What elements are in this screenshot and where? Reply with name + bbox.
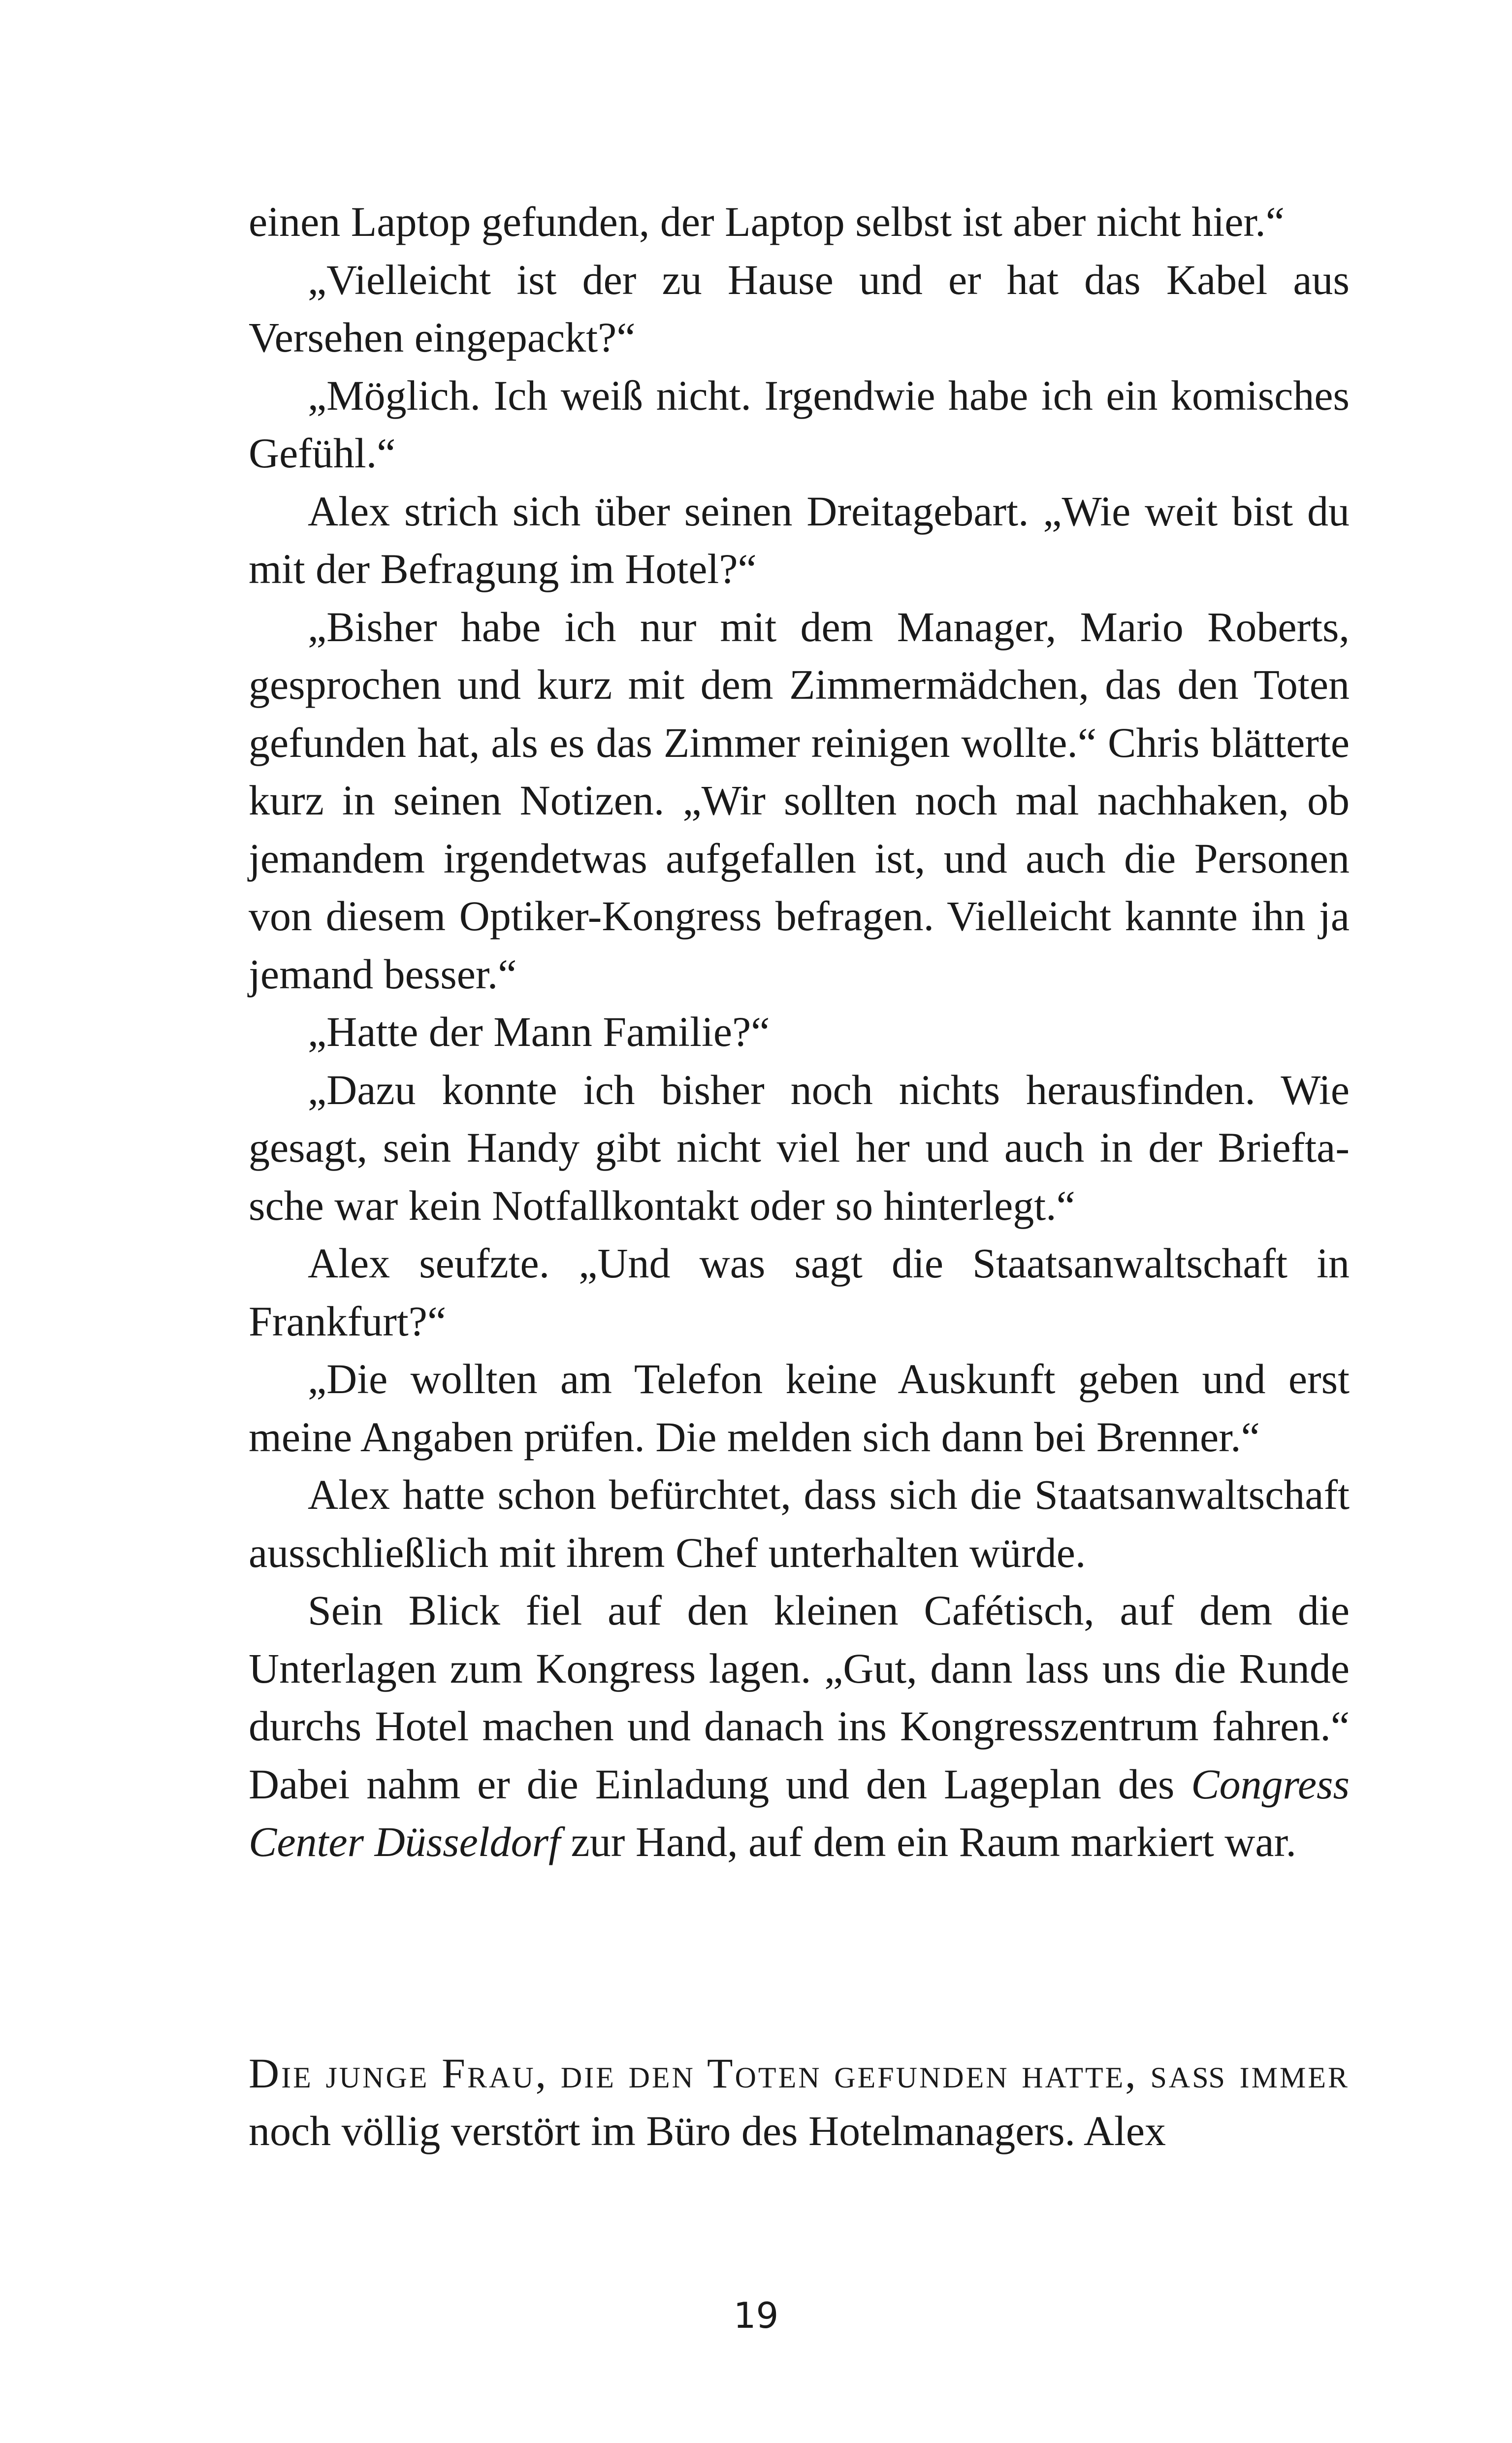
paragraph-5: „Bisher habe ich nur mit dem Manager, Mario Roberts, gesprochen und kurz mit dem Zimmermädchen, das den Toten gefunden hat, als es das Zimmer reinigen wollte.“ Chris blätterte kurz in seinen Notizen. „Wir sollten noch mal nachhaken, ob jemandem irgendetwas aufgefallen ist, und auch die Personen von diesem Optiker-Kongress befragen. Vielleicht kannte ihn ja jemand besser.“	[249, 603, 1350, 998]
paragraph-2: „Vielleicht ist der zu Hause und er hat das Kabel aus Versehen eingepackt?“	[249, 256, 1350, 361]
paragraph-11	[249, 1582, 1350, 1871]
paragraph-11-text-b: zur Hand, auf dem ein Raum markiert war.	[560, 1818, 1296, 1865]
paragraph-9: „Die wollten am Telefon keine Auskunft geben und erst meine Angaben prüfen. Die melden sich dann bei Brenner.“	[249, 1355, 1350, 1461]
paragraph-11-text-a: Sein Blick fiel auf den kleinen Cafétisch, auf dem die Unterlagen zum Kongress lagen. „Gut, dann lass uns die Runde durchs Hotel machen und danach ins Kongresszentrum fahren.“ Dabei nahm er die Einladung und den Lageplan des	[249, 1587, 1350, 1808]
paragraph-1: einen Laptop gefunden, der Laptop selbst ist aber nicht hier.“	[249, 198, 1285, 245]
section-continuation: noch völlig verstört im Büro des Hotelmanagers. Alex	[249, 2107, 1166, 2154]
section-opening-paragraph	[249, 2045, 1350, 2160]
body-text	[249, 193, 1350, 2160]
page-number: 19	[733, 2295, 779, 2336]
section-break	[249, 1871, 1350, 2045]
paragraph-3: „Möglich. Ich weiß nicht. Irgendwie habe ich ein komisches Gefühl.“	[249, 371, 1350, 477]
paragraph-10: Alex hatte schon befürchtet, dass sich die Staatsanwaltschaft ausschließlich mit ihrem Chef unterhalten würde.	[249, 1471, 1350, 1576]
paragraph-4: Alex strich sich über seinen Dreitagebart. „Wie weit bist du mit der Befragung im Hotel?“	[249, 487, 1350, 592]
paragraph-7: „Dazu konnte ich bisher noch nichts herausfinden. Wie gesagt, sein Handy gibt nicht viel her und auch in der Brieftasche war kein Notfallkontakt oder so hinterlegt.“	[249, 1066, 1350, 1229]
paragraph-6: „Hatte der Mann Familie?“	[308, 1008, 770, 1055]
paragraph-8: Alex seufzte. „Und was sagt die Staatsanwaltschaft in Frankfurt?“	[249, 1239, 1350, 1345]
paragraph-11-italic-venue: Congress Center Düsseldorf	[249, 1760, 1350, 1865]
section-smallcaps-opening: Die junge Frau, die den Toten gefunden hatte, saß immer	[249, 2049, 1350, 2097]
